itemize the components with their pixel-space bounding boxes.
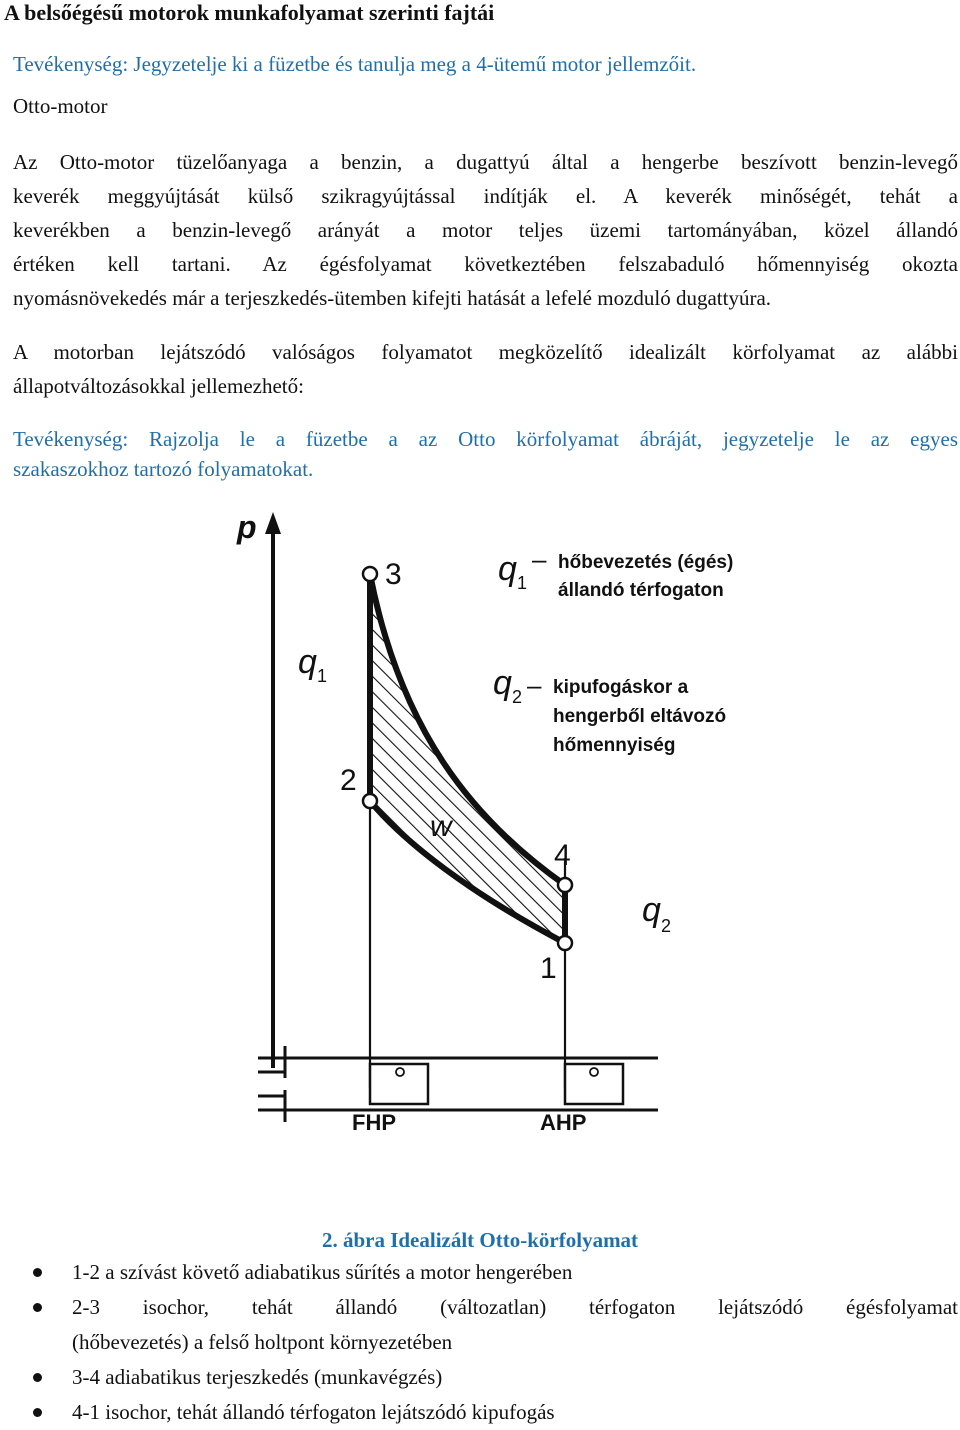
list-item-text: 4-1 isochor, tehát állandó térfogaton lejátszódó kipufogás xyxy=(72,1400,555,1424)
paragraph-line: állapotváltozásokkal jellemezhető: xyxy=(13,374,304,398)
process-list xyxy=(0,1255,958,1430)
point-3-label: 3 xyxy=(385,558,402,591)
legend-q1-line1: hőbevezetés (égés) xyxy=(558,552,734,573)
point-3-marker xyxy=(363,567,377,581)
paragraph-line: Tevékenység: Rajzolja le a füzetbe a az Otto körfolyamat ábráját, jegyzetelje le az egyes xyxy=(13,427,958,451)
p-axis-arrow xyxy=(265,512,281,534)
point-2-marker xyxy=(363,794,377,808)
legend-q1-line2: állandó térfogaton xyxy=(558,580,724,601)
paragraph-line: A motorban lejátszódó valóságos folyamatot megközelítő idealizált körfolyamat az alábbi xyxy=(13,340,958,364)
piston-fhp xyxy=(370,1064,428,1104)
work-label: w xyxy=(430,810,452,843)
paragraph-line: szakaszokhoz tartozó folyamatokat. xyxy=(13,457,314,481)
list-item xyxy=(0,1395,958,1430)
point-1-label: 1 xyxy=(540,952,557,985)
p-axis-label: p xyxy=(237,509,257,545)
point-4-marker xyxy=(558,878,572,892)
figure-caption: 2. ábra Idealizált Otto-körfolyamat xyxy=(321,1228,639,1252)
list-item-text: 2-3 isochor, tehát állandó (változatlan) térfogaton lejátszódó égésfolyamat xyxy=(72,1295,958,1319)
list-item xyxy=(0,1290,958,1360)
piston-ahp xyxy=(565,1064,623,1104)
section-heading: A belsőégésű motorok munkafolyamat szerinti fajtái xyxy=(4,0,495,25)
legend-q2-line2: hengerből eltávozó xyxy=(553,706,727,727)
point-2-label: 2 xyxy=(340,764,357,797)
list-item-text: 1-2 a szívást követő adiabatikus sűrítés a motor hengerében xyxy=(72,1260,573,1284)
paragraph-otto-description xyxy=(13,145,958,315)
legend-q1-dash: – xyxy=(532,544,547,574)
q2-symbol: q xyxy=(642,891,661,929)
paragraph-line: nyomásnövekedés már a terjeszkedés-ütemben kifejti hatását a lefelé mozduló dugattyúra. xyxy=(13,286,772,310)
list-item-text: 3-4 adiabatikus terjeszkedés (munkavégzés) xyxy=(72,1365,443,1389)
point-4-label: 4 xyxy=(554,839,571,872)
q1-symbol: q xyxy=(298,643,317,681)
list-item xyxy=(0,1255,958,1290)
paragraph-cycle-intro xyxy=(13,335,958,403)
q1-index: 1 xyxy=(317,666,328,686)
legend-q2-symbol: q xyxy=(493,664,512,702)
legend-q2-line3: hőmennyiség xyxy=(553,735,676,756)
fhp-label: FHP xyxy=(352,1110,396,1135)
ahp-label: AHP xyxy=(540,1110,587,1135)
paragraph-line: keverékben a benzin-levegő arányát a motor teljes üzemi tartományában, közel állandó xyxy=(13,218,958,242)
list-item xyxy=(0,1360,958,1395)
activity-note-2 xyxy=(13,424,958,484)
q2-index: 2 xyxy=(661,916,672,936)
legend-q2-dash: – xyxy=(527,670,542,700)
bullet-icon xyxy=(33,1408,42,1417)
paragraph-line: keverék meggyújtását külső szikragyújtással indítják el. A keverék minőségét, tehát a xyxy=(13,184,958,208)
legend-q1-symbol: q xyxy=(498,550,517,588)
list-item-text: (hőbevezetés) a felső holtpont környezetében xyxy=(72,1330,453,1354)
otto-cycle-diagram xyxy=(237,498,800,1178)
bullet-icon xyxy=(33,1373,42,1382)
subtitle-otto-motor: Otto-motor xyxy=(13,94,108,118)
bullet-icon xyxy=(33,1303,42,1312)
legend-q1-index: 1 xyxy=(517,573,528,593)
legend-q2-line1: kipufogáskor a xyxy=(553,677,689,698)
point-1-marker xyxy=(558,936,572,950)
paragraph-line: Az Otto-motor tüzelőanyaga a benzin, a dugattyú által a hengerbe beszívott benzin-levegő xyxy=(13,150,958,174)
bullet-icon xyxy=(33,1268,42,1277)
paragraph-line: értéken kell tartani. Az égésfolyamat következtében felszabaduló hőmennyiség okozta xyxy=(13,252,958,276)
legend-q2-index: 2 xyxy=(512,687,523,707)
activity-note-1: Tevékenység: Jegyzetelje ki a füzetbe és tanulja meg a 4-ütemű motor jellemzőit. xyxy=(13,52,697,76)
